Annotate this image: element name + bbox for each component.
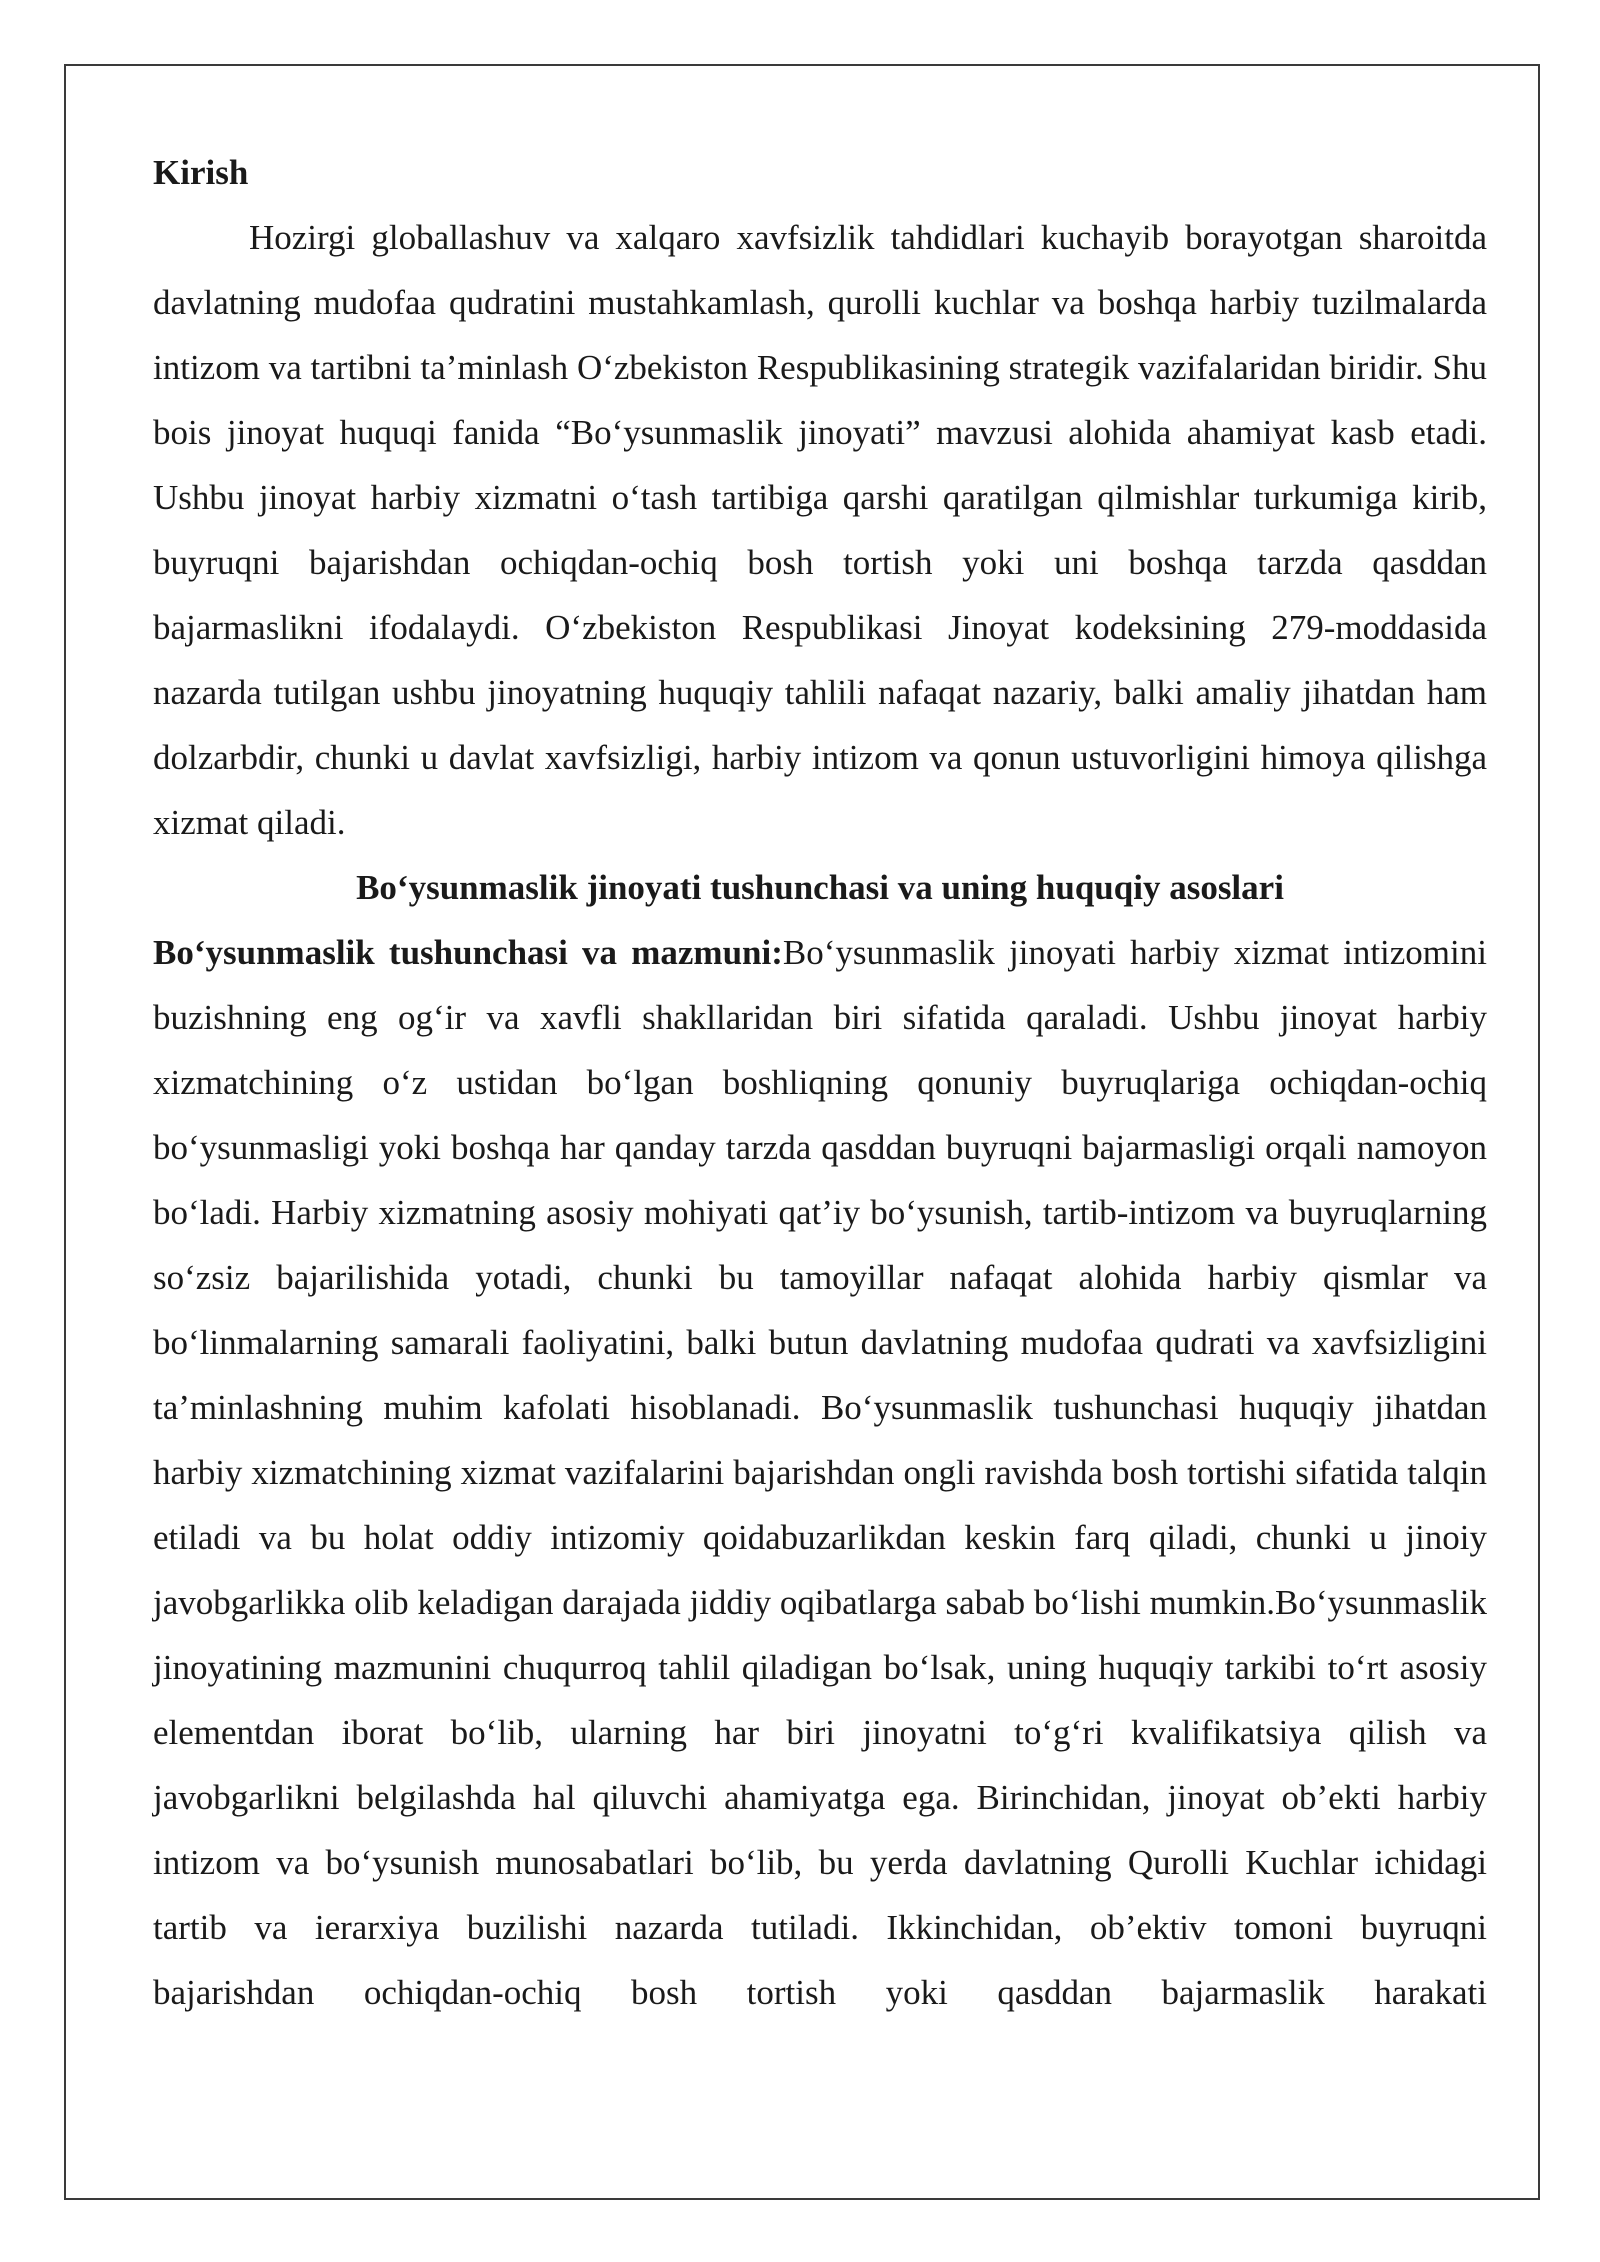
document-body <box>153 140 1487 2025</box>
intro-paragraph: Hozirgi globallashuv va xalqaro xavfsizlik tahdidlari kuchayib borayotgan sharoitda davlatning mudofaa qudratini mustahkamlash, qurolli kuchlar va boshqa harbiy tuzilmalarda intizom va tartibni ta’minlash O‘zbekiston Respublikasining strategik vazifalaridan biridir. Shu bois jinoyat huquqi fanida “Bo‘ysunmaslik jinoyati” mavzusi alohida ahamiyat kasb etadi. Ushbu jinoyat harbiy xizmatni o‘tash tartibiga qarshi qaratilgan qilmishlar turkumiga kirib, buyruqni bajarishdan ochiqdan-ochiq bosh tortish yoki uni boshqa tarzda qasddan bajarmaslikni ifodalaydi. O‘zbekiston Respublikasi Jinoyat kodeksining 279-moddasida nazarda tutilgan ushbu jinoyatning huquqiy tahlili nafaqat nazariy, balki amaliy jihatdan ham dolzarbdir, chunki u davlat xavfsizligi, harbiy intizom va qonun ustuvorligini himoya qilishga xizmat qiladi. <box>153 218 1487 842</box>
subsection-body: Bo‘ysunmaslik jinoyati harbiy xizmat intizomini buzishning eng og‘ir va xavfli shakllaridan biri sifatida qaraladi. Ushbu jinoyat harbiy xizmatchining o‘z ustidan bo‘lgan boshliqning qonuniy buyruqlariga ochiqdan-ochiq bo‘ysunmasligi yoki boshqa har qanday tarzda qasddan buyruqni bajarmasligi orqali namoyon bo‘ladi. Harbiy xizmatning asosiy mohiyati qat’iy bo‘ysunish, tartib-intizom va buyruqlarning so‘zsiz bajarilishida yotadi, chunki bu tamoyillar nafaqat alohida harbiy qismlar va bo‘linmalarning samarali faoliyatini, balki butun davlatning mudofaa qudrati va xavfsizligini ta’minlashning muhim kafolati hisoblanadi. Bo‘ysunmaslik tushunchasi huquqiy jihatdan harbiy xizmatchining xizmat vazifalarini bajarishdan ongli ravishda bosh tortishi sifatida talqin etiladi va bu holat oddiy intizomiy qoidabuzarlikdan keskin farq qiladi, chunki u jinoiy javobgarlikka olib keladigan darajada jiddiy oqibatlarga sabab bo‘lishi mumkin.Bo‘ysunmaslik jinoyatining mazmunini chuqurroq tahlil qiladigan bo‘lsak, uning huquqiy tarkibi to‘rt asosiy elementdan iborat bo‘lib, ularning har biri jinoyatni to‘g‘ri kvalifikatsiya qilish va javobgarlikni belgilashda hal qiluvchi ahamiyatga ega. Birinchidan, jinoyat ob’ekti harbiy intizom va bo‘ysunish munosabatlari bo‘lib, bu yerda davlatning Qurolli Kuchlar ichidagi tartib va ierarxiya buzilishi nazarda tutiladi. Ikkinchidan, ob’ektiv tomoni buyruqni bajarishdan ochiqdan-ochiq bosh tortish yoki qasddan bajarmaslik harakati <box>153 933 1487 2012</box>
section-title: Bo‘ysunmaslik jinoyati tushunchasi va uning huquqiy asoslari <box>356 868 1284 907</box>
heading-kirish: Kirish <box>153 153 249 192</box>
subsection-paragraph <box>153 920 1487 2025</box>
subsection-title: Bo‘ysunmaslik tushunchasi va mazmuni: <box>153 933 783 972</box>
